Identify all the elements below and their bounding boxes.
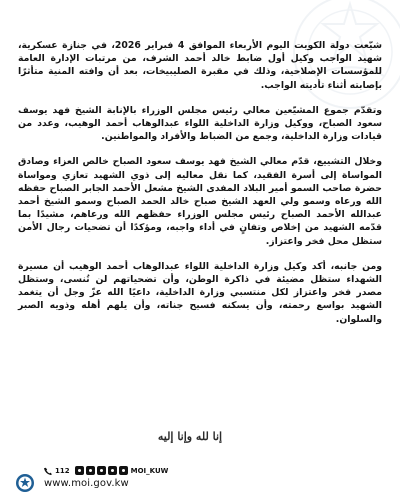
instagram-icon[interactable] [86,466,95,475]
phone-number: 112 [55,466,70,475]
closing-calligraphy: إنا لله وإنا إليه [157,430,223,443]
footer-contact [44,464,184,492]
paragraph-3: وخلال التشييع، قدّم معالي الشيخ فهد يوسف سعود الصباح خالص العزاء وصادق المواساة إلى أسرة الفقيد، كما نقل معاليه إلى ذوي الشهيد تعازي ومواساة حضرة صاحب السمو أمير البلاد المفدى الشيخ مشعل الأحمد الجابر الصباح حفظه الله ورعاه وسمو ولي العهد الشيخ صباح خالد الحمد الصباح وسمو الشيخ أحمد عبدالله الأحمد الصباح رئيس مجلس الوزراء حفظهم الله ورعاهم، مشيدًا بما قدّمه الشهيد من إخلاص وتفانٍ في أداء واجبه، ومؤكدًا أن تضحيات رجال الأمن ستظل محل فخر واعتزاز. [18,156,382,247]
social-handle[interactable]: MOI_KUW [130,466,169,475]
footer-social-row [44,465,168,476]
ministry-emblem-icon [15,473,35,493]
social-icons [75,466,128,475]
website-link[interactable]: www.moi.gov.kw [44,478,129,489]
facebook-icon[interactable] [108,466,117,475]
x-icon[interactable] [75,466,84,475]
youtube-icon[interactable] [97,466,106,475]
paragraph-1: شيّعت دولة الكويت اليوم الأربعاء الموافق 4 فبراير 2026، في جنازة عسكرية، شهيد الواجب وكيل أول ضابط خالد أحمد الشرف، من مرتبات الإدارة العامة للمؤسسات الإصلاحية، وذلك في مقبرة الصليبيخات، بعد أن وافته المنية متأثرًا بإصابته أثناء تأديته الواجب. [18,40,382,91]
paragraph-4: ومن جانبه، أكد وكيل وزارة الداخلية اللواء عبدالوهاب أحمد الوهيب أن مسيرة الشهداء ستظل مضيئة في ذاكرة الوطن، وأن تضحياتهم لن تُنسى، وستظل مصدر فخر واعتزاز لكل منتسبي وزارة الداخلية، داعيًا الله عزّ وجل أن يتغمد الشهيد بواسع رحمته، وأن يسكنه فسيح جناته، وأن يلهم أهله وذويه الصبر والسلوان. [18,260,382,325]
footer [0,454,400,500]
tiktok-icon[interactable] [119,466,128,475]
paragraph-2: وتقدّم جموع المشيّعين معالي رئيس مجلس الوزراء بالإنابة الشيخ فهد يوسف سعود الصباح، ووكيل وزارة الداخلية اللواء عبدالوهاب أحمد الوهيب، وعدد من قيادات وزارة الداخلية، وجمع من الضباط والأفراد والمواطنين. [18,104,382,143]
phone-icon [44,467,52,475]
press-release-body [18,39,382,399]
